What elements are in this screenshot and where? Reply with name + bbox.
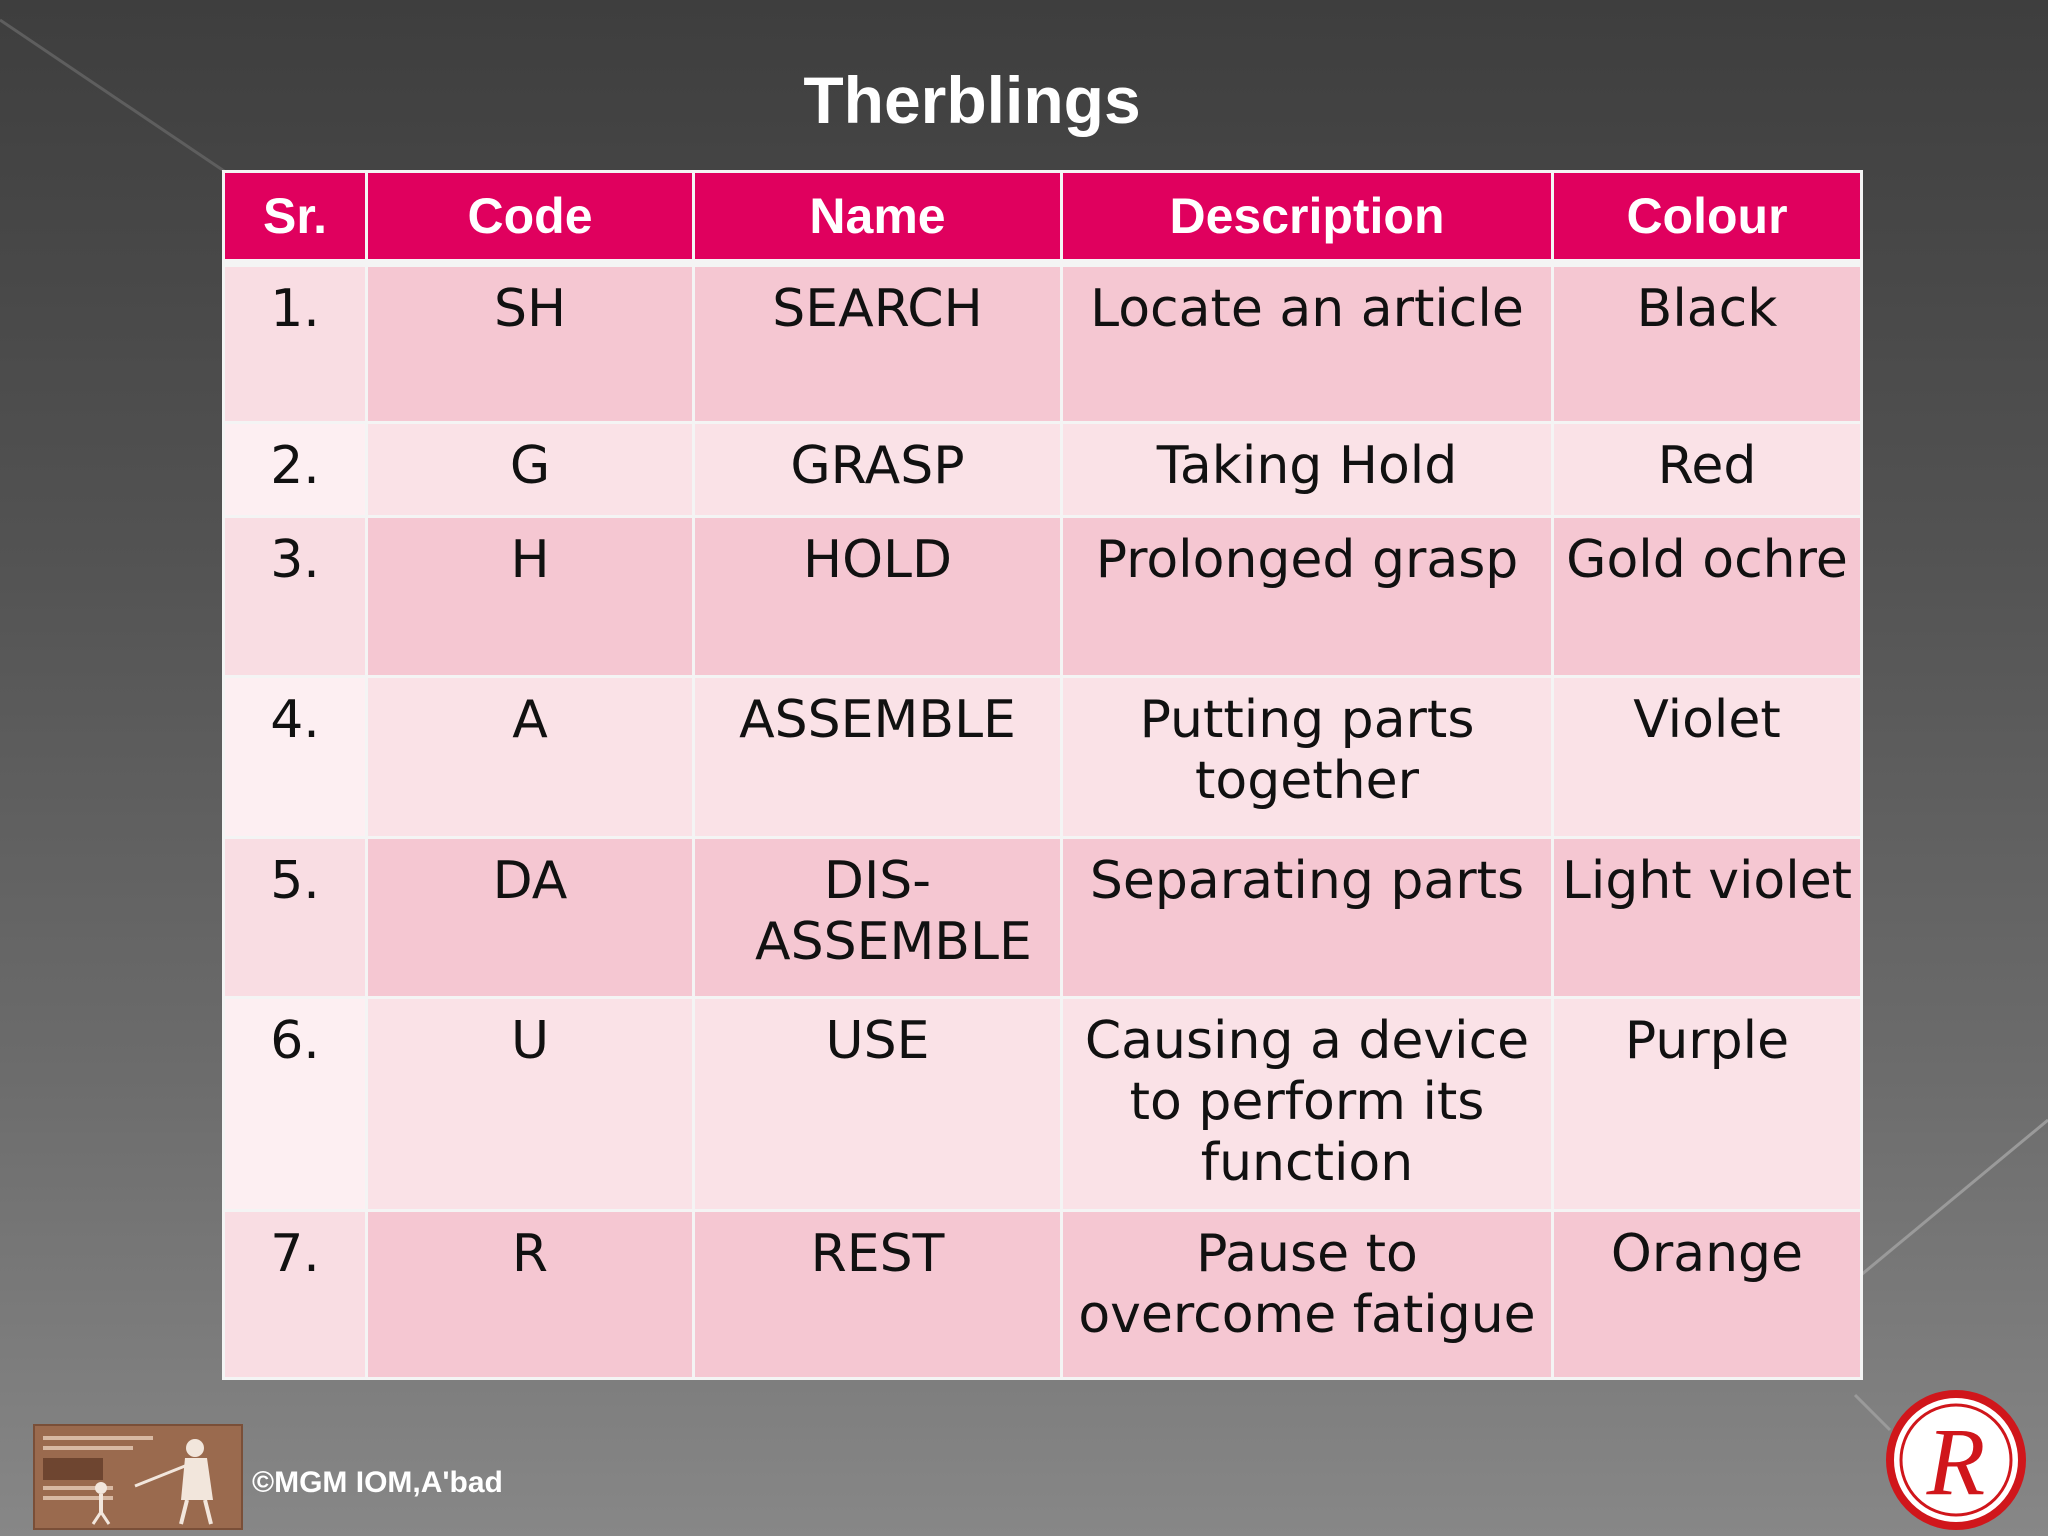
- header-colour: Colour: [1553, 172, 1862, 264]
- slide-title: Therblings: [803, 63, 1141, 137]
- cell-description: Locate an article: [1062, 263, 1553, 422]
- cell-description: Prolonged grasp: [1062, 516, 1553, 676]
- cell-sr: 7.: [224, 1210, 367, 1378]
- cell-code: H: [367, 516, 694, 676]
- badge-letter: R: [1926, 1408, 1986, 1515]
- cell-colour: Gold ochre: [1553, 516, 1862, 676]
- cell-colour: Purple: [1553, 997, 1862, 1210]
- cell-sr: 2.: [224, 422, 367, 516]
- header-code: Code: [367, 172, 694, 264]
- cell-colour: Red: [1553, 422, 1862, 516]
- header-sr: Sr.: [224, 172, 367, 264]
- cell-colour: Light violet: [1553, 837, 1862, 997]
- cell-sr: 6.: [224, 997, 367, 1210]
- cell-name: DIS-ASSEMBLE: [694, 837, 1062, 997]
- cell-colour: Violet: [1553, 676, 1862, 837]
- cell-name: REST: [694, 1210, 1062, 1378]
- cell-code: A: [367, 676, 694, 837]
- cell-description: Taking Hold: [1062, 422, 1553, 516]
- cell-code: U: [367, 997, 694, 1210]
- cell-sr: 3.: [224, 516, 367, 676]
- cell-colour: Orange: [1553, 1210, 1862, 1378]
- cell-code: DA: [367, 837, 694, 997]
- table-row: [224, 516, 1862, 676]
- cell-sr: 5.: [224, 837, 367, 997]
- cell-name: GRASP: [694, 422, 1062, 516]
- cell-name: HOLD: [694, 516, 1062, 676]
- header-name: Name: [694, 172, 1062, 264]
- copyright-text: ©MGM IOM,A'bad: [252, 1466, 503, 1499]
- table-row: [224, 1210, 1862, 1378]
- cell-name: USE: [694, 997, 1062, 1210]
- table-row: [224, 997, 1862, 1210]
- cell-code: G: [367, 422, 694, 516]
- header-description: Description: [1062, 172, 1553, 264]
- cell-code: R: [367, 1210, 694, 1378]
- cell-name: ASSEMBLE: [694, 676, 1062, 837]
- table-row: [224, 676, 1862, 837]
- cell-sr: 1.: [224, 263, 367, 422]
- cell-description: Causing a device to perform its function: [1062, 997, 1553, 1210]
- cell-description: Putting parts together: [1062, 676, 1553, 837]
- cell-name: SEARCH: [694, 263, 1062, 422]
- table-row: [224, 263, 1862, 422]
- cell-colour: Black: [1553, 263, 1862, 422]
- therbligs-table: [222, 170, 1863, 1380]
- table-header-row: [224, 172, 1862, 264]
- table-row: [224, 422, 1862, 516]
- institute-logo: [33, 1424, 243, 1530]
- cell-sr: 4.: [224, 676, 367, 837]
- table-row: [224, 837, 1862, 997]
- r-badge-icon[interactable]: [1884, 1388, 2028, 1532]
- cell-code: SH: [367, 263, 694, 422]
- cell-description: Separating parts: [1062, 837, 1553, 997]
- cell-description: Pause to overcome fatigue: [1062, 1210, 1553, 1378]
